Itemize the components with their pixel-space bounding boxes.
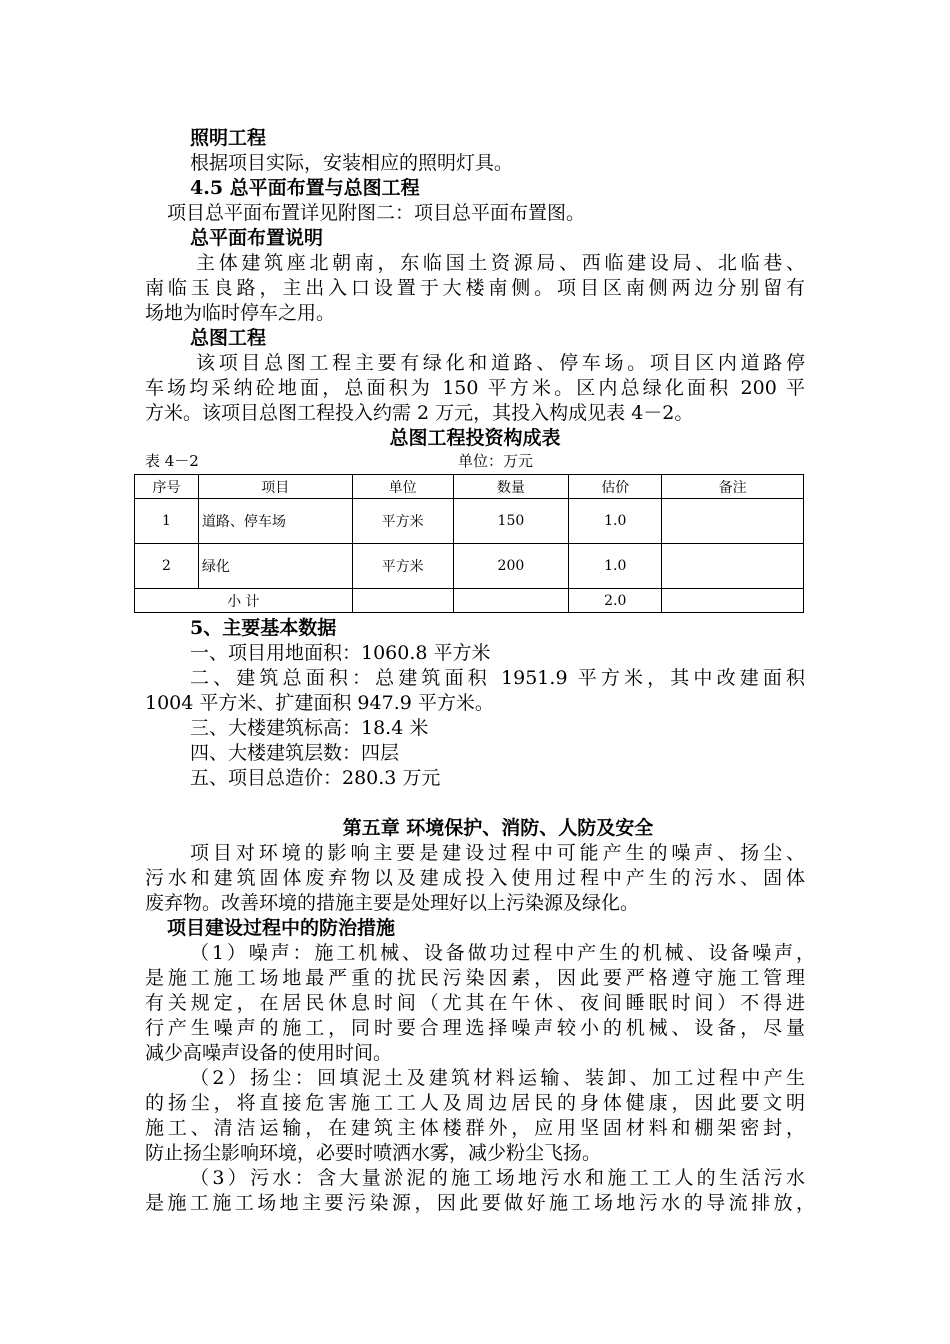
section-4-5-heading: 4.5 总平面布置与总图工程 (190, 177, 420, 199)
table-unit: 单位：万元 (458, 452, 534, 470)
basic-data-line: 二、建筑总面积：总建筑面积 1951.9 平方米，其中改建面积 (190, 667, 805, 689)
table-cell (662, 499, 804, 544)
table-cell: 平方米 (352, 499, 453, 544)
sewage-paragraph-line: 是施工施工场地主要污染源，因此要做好施工场地污水的导流排放， (145, 1192, 815, 1214)
basic-data-line: 四、大楼建筑层数：四层 (190, 742, 400, 764)
layout-paragraph-line: 主体建筑座北朝南，东临国土资源局、西临建设局、北临巷、 (196, 252, 805, 274)
subtotal-estimate: 2.0 (569, 589, 662, 613)
noise-paragraph-line: （1）噪声：施工机械、设备做功过程中产生的机械、设备噪声， (190, 942, 815, 964)
chapter-5-intro-line: 废弃物。改善环境的措施主要是处理好以上污染源及绿化。 (145, 892, 640, 914)
noise-paragraph-line: 是施工施工场地最严重的扰民污染因素，因此要严格遵守施工管理 (145, 967, 805, 989)
table-cell: 道路、停车场 (198, 499, 352, 544)
layout-paragraph-line: 场地为临时停车之用。 (145, 302, 336, 324)
measures-heading: 项目建设过程中的防治措施 (167, 917, 396, 939)
layout-paragraph-line: 南临玉良路，主出入口设置于大楼南侧。项目区南侧两边分别留有 (145, 277, 805, 299)
general-plan-heading: 总图工程 (190, 327, 267, 349)
table-cell: 平方米 (352, 544, 453, 589)
table-header-cell: 序号 (135, 475, 199, 499)
table-header-cell: 单位 (352, 475, 453, 499)
table-subtotal-row (135, 589, 804, 613)
section-4-5-text: 项目总平面布置详见附图二：项目总平面布置图。 (167, 202, 586, 224)
table-cell (453, 589, 569, 613)
general-plan-paragraph-line: 车场均采纳砼地面，总面积为 150 平方米。区内总绿化面积 200 平 (145, 377, 805, 399)
table-cell (662, 544, 804, 589)
table-cell: 150 (453, 499, 569, 544)
chapter-5-intro-line: 污水和建筑固体废弃物以及建成投入使用过程中产生的污水、固体 (145, 867, 805, 889)
table-cell: 2 (135, 544, 199, 589)
table-header-cell: 估价 (569, 475, 662, 499)
dust-paragraph-line: 防止扬尘影响环境，必要时喷洒水雾，减少粉尘飞扬。 (145, 1142, 602, 1164)
basic-data-line: 五、项目总造价：280.3 万元 (190, 767, 441, 789)
table-cell: 1.0 (569, 544, 662, 589)
table-row (135, 499, 804, 544)
lighting-text: 根据项目实际，安装相应的照明灯具。 (190, 152, 514, 174)
layout-heading: 总平面布置说明 (190, 227, 324, 249)
table-cell: 绿化 (198, 544, 352, 589)
lighting-heading: 照明工程 (190, 127, 267, 149)
noise-paragraph-line: 行产生噪声的施工，同时要合理选择噪声较小的机械、设备，尽量 (145, 1017, 805, 1039)
table-header-cell: 项目 (198, 475, 352, 499)
table-header-cell: 数量 (453, 475, 569, 499)
dust-paragraph-line: 的扬尘，将直接危害施工工人及周边居民的身体健康，因此要文明 (145, 1092, 805, 1114)
subtotal-label: 小 计 (135, 589, 353, 613)
table-cell: 1.0 (569, 499, 662, 544)
chapter-5-title: 第五章 环境保护、消防、人防及安全 (342, 817, 654, 839)
noise-paragraph-line: 减少高噪声设备的使用时间。 (145, 1042, 393, 1064)
chapter-5-intro-line: 项目对环境的影响主要是建设过程中可能产生的噪声、扬尘、 (190, 842, 805, 864)
sewage-paragraph-line: （3）污水：含大量淤泥的施工场地污水和施工工人的生活污水 (190, 1167, 805, 1189)
table-cell (352, 589, 453, 613)
table-cell (662, 589, 804, 613)
basic-data-line: 三、大楼建筑标高：18.4 米 (190, 717, 429, 739)
basic-data-heading: 5、主要基本数据 (190, 617, 337, 639)
dust-paragraph-line: 施工、清洁运输，在建筑主体楼群外，应用坚固材料和棚架密封， (145, 1117, 805, 1139)
investment-table (134, 474, 804, 613)
basic-data-line: 1004 平方米、扩建面积 947.9 平方米。 (145, 692, 494, 714)
basic-data-line: 一、项目用地面积：1060.8 平方米 (190, 642, 491, 664)
general-plan-paragraph-line: 该项目总图工程主要有绿化和道路、停车场。项目区内道路停 (196, 352, 805, 374)
table-title: 总图工程投资构成表 (389, 427, 561, 449)
table-label: 表 4－2 (145, 452, 199, 470)
table-header-cell: 备注 (662, 475, 804, 499)
table-row (135, 544, 804, 589)
table-cell: 200 (453, 544, 569, 589)
general-plan-paragraph-line: 方米。该项目总图工程投入约需 2 万元，其投入构成见表 4－2。 (145, 402, 694, 424)
table-cell: 1 (135, 499, 199, 544)
table-header-row (135, 475, 804, 499)
dust-paragraph-line: （2）扬尘：回填泥土及建筑材料运输、装卸、加工过程中产生 (190, 1067, 805, 1089)
noise-paragraph-line: 有关规定，在居民休息时间（尤其在午休、夜间睡眠时间）不得进 (145, 992, 805, 1014)
